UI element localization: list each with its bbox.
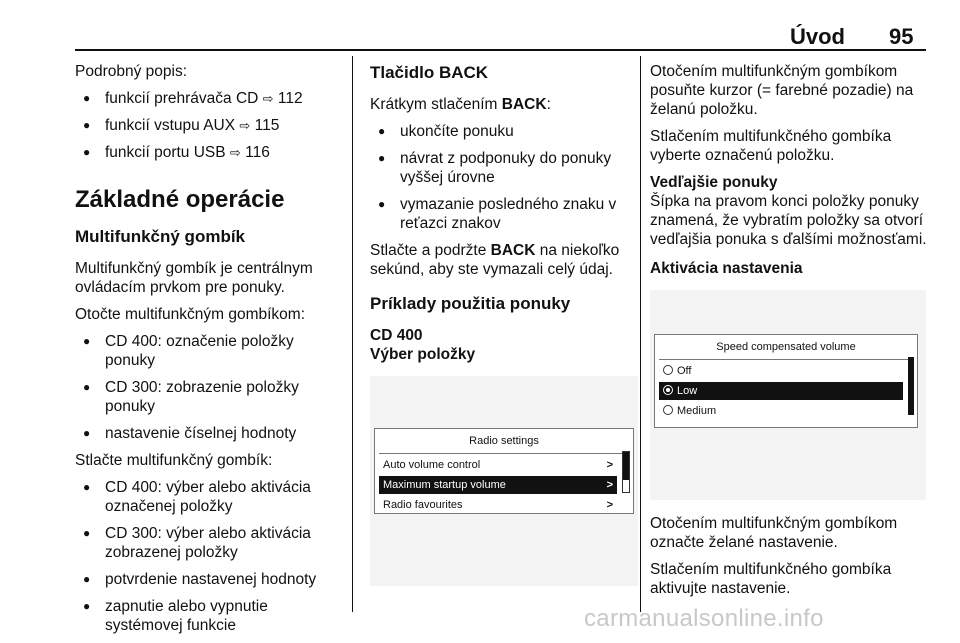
option-off[interactable]: Off	[659, 362, 903, 380]
list-item: ● funkcií vstupu AUX ⇨ 115	[75, 116, 345, 135]
cd-label: CD 400	[370, 327, 423, 344]
paragraph: Stlačením multifunkčného gombíka aktivujte nastavenie.	[650, 561, 892, 597]
screen-title: Radio settings	[379, 429, 629, 454]
subsection-heading: Multifunkčný gombík	[75, 227, 245, 246]
option-medium[interactable]: Medium	[659, 402, 903, 420]
press-list	[75, 478, 345, 635]
arrow-ref-icon: ⇨	[262, 91, 274, 106]
page-reference[interactable]: 116	[245, 144, 270, 161]
list-item: ● CD 300: výber alebo aktivácia zobrazenej položky	[75, 524, 345, 562]
chevron-right-icon: >	[606, 479, 613, 491]
paragraph: Stlačte multifunkčný gombík:	[75, 452, 273, 469]
detail-intro: Podrobný popis:	[75, 63, 188, 80]
select-item-label: Výber položky	[370, 346, 476, 363]
list-item: ● CD 300: zobrazenie položky ponuky	[75, 378, 345, 416]
arrow-ref-icon: ⇨	[229, 145, 241, 160]
list-item: ● potvrdenie nastavenej hodnoty	[75, 570, 345, 589]
option-low[interactable]: Low	[659, 382, 903, 400]
radio-settings-screen	[374, 428, 634, 514]
paragraph: Stlačte a podržte BACK na niekoľko sekúnd, aby ste vymazali celý údaj.	[370, 242, 620, 278]
menu-item-auto-volume[interactable]: Auto volume control >	[379, 456, 617, 474]
detail-list	[75, 89, 345, 162]
turn-list	[75, 332, 345, 443]
section-heading: Základné operácie	[75, 186, 285, 213]
paragraph: Šípka na pravom konci položky ponuky znamená, že vybratím položky sa otvorí vedľajšia ponuka s ďalšími možnosťami.	[650, 193, 927, 248]
paragraph: Krátkym stlačením BACK:	[370, 96, 551, 113]
speed-volume-screen	[654, 334, 918, 428]
page-reference[interactable]: 115	[254, 117, 280, 134]
chevron-right-icon: >	[606, 499, 613, 511]
list-item: ● ukončíte ponuku	[370, 122, 638, 141]
activation-heading: Aktivácia nastavenia	[650, 260, 803, 277]
submenu-heading: Vedľajšie ponuky	[650, 174, 778, 191]
subsection-heading: Tlačidlo BACK	[370, 63, 489, 82]
subsection-heading: Príklady použitia ponuky	[370, 294, 571, 313]
column-1	[75, 62, 345, 643]
scrollbar[interactable]	[622, 451, 630, 493]
screen-title: Speed compensated volume	[659, 335, 913, 360]
speed-volume-figure	[650, 290, 926, 500]
page-header-title: Úvod	[790, 24, 845, 49]
list-item: ● zapnutie alebo vypnutie systémovej funkcie	[75, 597, 345, 635]
radio-button-icon	[663, 365, 673, 375]
radio-button-icon	[663, 385, 673, 395]
paragraph: Otočením multifunkčným gombíkom označte želané nastavenie.	[650, 515, 898, 551]
paragraph: Multifunkčný gombík je centrálnym ovládacím prvkom pre ponuky.	[75, 260, 313, 296]
column-divider-2	[640, 56, 641, 612]
watermark: carmanualsonline.info	[584, 605, 824, 632]
menu-item-max-startup-volume[interactable]: Maximum startup volume >	[379, 476, 617, 494]
list-item: ● CD 400: označenie položky ponuky	[75, 332, 345, 370]
back-list	[370, 122, 638, 233]
list-item: ● CD 400: výber alebo aktivácia označenej položky	[75, 478, 345, 516]
column-2	[370, 62, 638, 600]
column-3	[650, 62, 928, 606]
list-item: ● nastavenie číselnej hodnoty	[75, 424, 345, 443]
list-item: ● funkcií portu USB ⇨ 116	[75, 143, 345, 162]
paragraph: Otočením multifunkčným gombíkom posuňte kurzor (= farebné pozadie) na želanú položku.	[650, 63, 914, 118]
menu-item-radio-favourites[interactable]: Radio favourites >	[379, 496, 617, 514]
column-divider-1	[352, 56, 353, 612]
paragraph: Stlačením multifunkčného gombíka vyberte označenú položku.	[650, 128, 892, 164]
scrollbar[interactable]	[908, 357, 914, 415]
list-item: ● vymazanie posledného znaku v reťazci znakov	[370, 195, 638, 233]
arrow-ref-icon: ⇨	[239, 118, 251, 133]
header-rule	[75, 49, 926, 51]
chevron-right-icon: >	[606, 459, 613, 471]
list-item: ● návrat z podponuky do ponuky vyššej úrovne	[370, 149, 638, 187]
page-reference[interactable]: 112	[277, 90, 303, 107]
list-item: ● funkcií prehrávača CD ⇨ 112	[75, 89, 345, 108]
paragraph: Otočte multifunkčným gombíkom:	[75, 306, 305, 323]
page-number: 95	[889, 24, 914, 49]
radio-button-icon	[663, 405, 673, 415]
radio-settings-figure	[370, 376, 638, 586]
